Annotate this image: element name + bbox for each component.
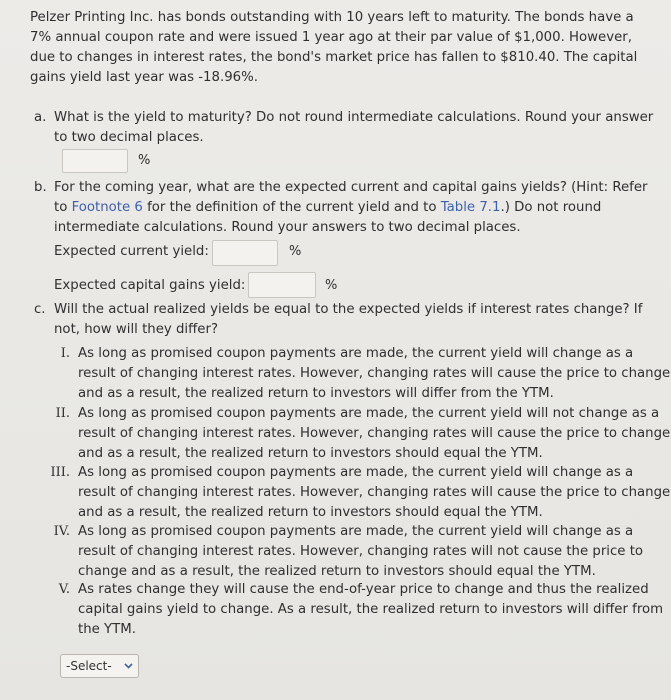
option-line: change and as a result, the realized return to investors should equal the YTM. [78,564,596,579]
option-line: capital gains yield to change. As a result, the realized return to investors will differ from [78,602,664,617]
option-i-text [78,344,670,404]
part-c-question-line: not, how will they differ? [54,322,218,337]
intro-line: gains yield last year was -18.96%. [30,70,258,85]
option-iii-text [78,463,670,523]
intro-line: Pelzer Printing Inc. has bonds outstanding with 10 years left to maturity. The bonds have a [30,10,634,25]
option-number: IV. [53,524,70,539]
option-line: As long as promised coupon payments are made, the current yield will change as a [78,524,634,539]
table-7-1-link[interactable]: Table 7.1 [440,200,501,215]
text: for the definition of the current yield and to [142,200,441,215]
option-number: II. [55,406,70,421]
select-value: -Select- [66,659,112,673]
option-iv-text [78,522,643,582]
current-yield-label: Expected current yield: [54,244,209,259]
answer-select-dropdown[interactable] [60,654,139,678]
option-line: and as a result, the realized return to investors will differ from the YTM. [78,386,554,401]
intro-line: due to changes in interest rates, the bond's market price has fallen to $810.40. The capital [30,50,638,65]
option-line: and as a result, the realized return to investors should equal the YTM. [78,446,543,461]
footnote-6-link[interactable]: Footnote 6 [71,200,143,215]
option-number: III. [50,465,70,480]
part-a-label: a. [34,110,47,125]
ytm-input[interactable] [62,149,128,173]
part-b-question-line: For the coming year, what are the expected current and capital gains yields? (Hint: Refer [54,180,648,195]
capital-gains-yield-label: Expected capital gains yield: [54,278,246,293]
option-ii-text [78,404,670,464]
option-line: the YTM. [78,622,136,637]
option-line: result of changing interest rates. However, changing rates will cause the price to change [78,366,671,381]
option-line: result of changing interest rates. However, changing rates will not cause the price to [78,544,644,559]
part-c-label: c. [34,302,46,317]
current-yield-input[interactable] [212,240,278,266]
part-b-question-line: intermediate calculations. Round your answers to two decimal places. [54,220,521,235]
chevron-down-icon [124,655,133,686]
part-b-label: b. [34,180,47,195]
option-line: and as a result, the realized return to investors should equal the YTM. [78,505,543,520]
option-line: As rates change they will cause the end-of-year price to change and thus the realized [78,582,649,597]
option-v-text [78,580,663,640]
part-c-question-line: Will the actual realized yields be equal to the expected yields if interest rates change? If [54,302,643,317]
option-line: result of changing interest rates. However, changing rates will cause the price to change [78,485,671,500]
part-b-question-line [54,198,601,218]
option-line: As long as promised coupon payments are made, the current yield will change as a [78,346,634,361]
part-a-question-line: What is the yield to maturity? Do not round intermediate calculations. Round your answer [54,110,654,125]
intro-line: 7% annual coupon rate and were issued 1 year ago at their par value of $1,000. However, [30,30,632,45]
option-number: V. [58,582,70,597]
option-line: result of changing interest rates. However, changing rates will cause the price to change [78,426,671,441]
text: to [54,200,72,215]
option-line: As long as promised coupon payments are made, the current yield will change as a [78,465,634,480]
text: .) Do not round [500,200,602,215]
capital-gains-yield-input[interactable] [248,272,316,298]
option-line: As long as promised coupon payments are made, the current yield will not change as a [78,406,660,421]
problem-statement [30,8,637,88]
part-a-question-line: to two decimal places. [54,130,204,145]
ytm-percent-unit: % [138,153,151,168]
option-number: I. [60,346,70,361]
current-yield-percent-unit: % [289,244,302,259]
capital-gains-yield-percent-unit: % [325,278,338,293]
